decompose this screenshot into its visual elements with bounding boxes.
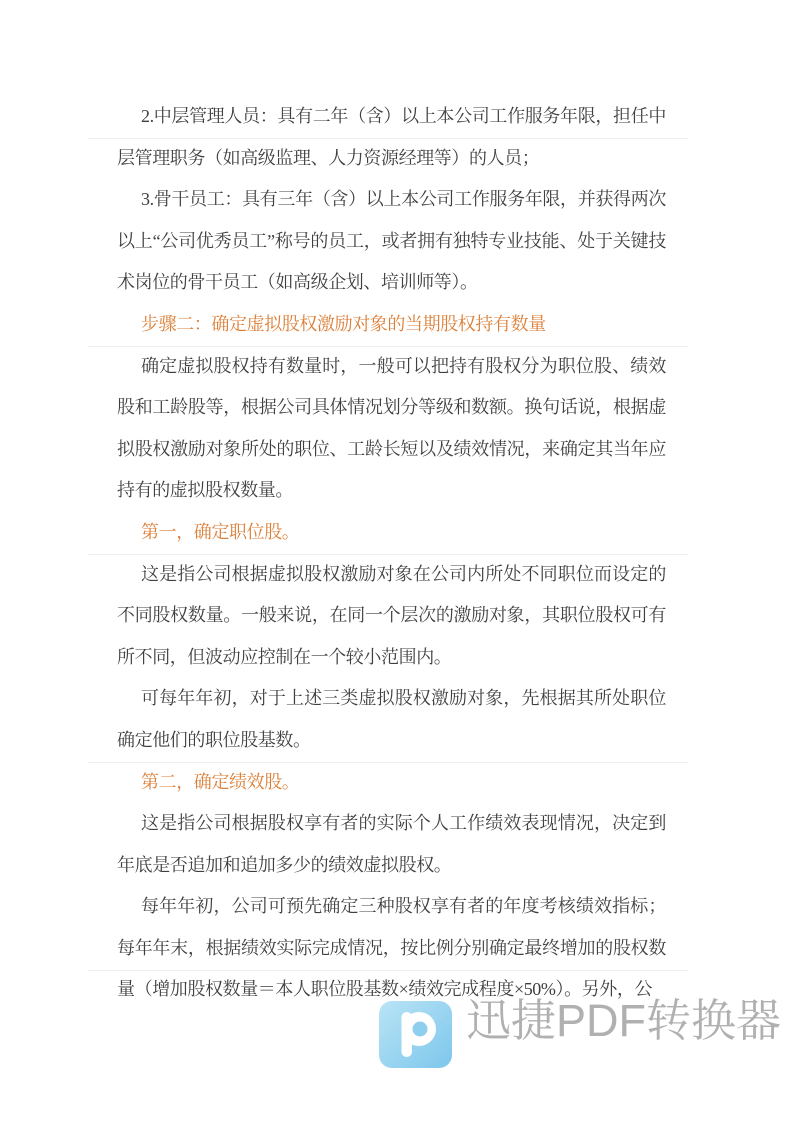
document-body [117, 96, 666, 1011]
paragraph-key-employees: 3.骨干员工：具有三年（含）以上本公司工作服务年限，并获得两次以上“公司优秀员工”称号的员工，或者拥有独特专业技能、处于关键技术岗位的骨干员工（如高级企划、培训师等）。 [117, 189, 666, 293]
paragraph-performance-formula: 每年年初，公司可预先确定三种股权享有者的年度考核绩效指标；每年年末，根据绩效实际完成情况，按比例分别确定最终增加的股权数量（增加股权数量＝本人职位股基数×绩效完成程度×50%）。另外，公 [117, 896, 666, 1000]
subheading-performance-shares: 第二，确定绩效股。 [141, 771, 300, 792]
section-heading-step-two: 步骤二：确定虚拟股权激励对象的当期股权持有数量 [141, 313, 546, 334]
pdf-converter-logo-icon [379, 1001, 452, 1068]
paragraph-position-share-base: 可每年年初，对于上述三类虚拟股权激励对象，先根据其所处职位确定他们的职位股基数。 [117, 688, 666, 750]
pdf-converter-watermark [379, 995, 781, 1068]
subheading-position-shares: 第一，确定职位股。 [141, 521, 300, 542]
paragraph-mid-level-managers: 2.中层管理人员：具有二年（含）以上本公司工作服务年限，担任中层管理职务（如高级监理、人力资源经理等）的人员； [117, 106, 666, 168]
paragraph-performance-def: 这是指公司根据股权享有者的实际个人工作绩效表现情况，决定到年底是否追加和追加多少的绩效虚拟股权。 [117, 813, 666, 875]
pdf-converter-watermark-text: 迅捷PDF转换器 [466, 995, 782, 1046]
paragraph-position-shares-def: 这是指公司根据虚拟股权激励对象在公司内所处不同职位而设定的不同股权数量。一般来说，在同一个层次的激励对象，其职位股权可有所不同，但波动应控制在一个较小范围内。 [117, 563, 666, 667]
paragraph-holding-quantity: 确定虚拟股权持有数量时，一般可以把持有股权分为职位股、绩效股和工龄股等，根据公司具体情况划分等级和数额。换句话说，根据虚拟股权激励对象所处的职位、工龄长短以及绩效情况，来确定其当年应持有的虚拟股权数量。 [117, 355, 666, 501]
